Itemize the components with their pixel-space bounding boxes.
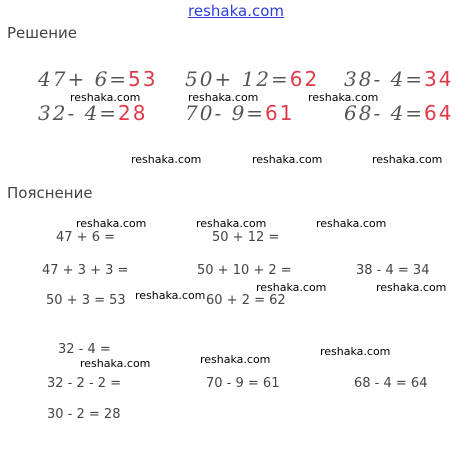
solution-answer: 62 <box>289 67 320 91</box>
explanation-line: 47 + 3 + 3 = <box>42 263 129 278</box>
explanation-line: 50 + 3 = 53 <box>46 293 126 308</box>
watermark: reshaka.com <box>196 217 267 230</box>
solution-answer: 53 <box>128 67 158 91</box>
solution-item <box>38 67 158 91</box>
solution-expression: 47+ 6= <box>38 67 129 91</box>
site-header <box>0 2 472 21</box>
watermark: reshaka.com <box>308 91 379 104</box>
explanation-line: 60 + 2 = 62 <box>206 293 286 308</box>
explanation-line: 50 + 10 + 2 = <box>197 263 292 278</box>
watermark: reshaka.com <box>256 281 327 294</box>
explanation-title: Пояснение <box>7 184 93 202</box>
watermark: reshaka.com <box>70 91 141 104</box>
solution-answer: 28 <box>118 101 148 125</box>
solution-answer: 61 <box>265 101 295 125</box>
solution-expression: 50+ 12= <box>185 67 290 91</box>
solution-expression: 38- 4= <box>344 67 425 91</box>
solution-item <box>38 101 148 125</box>
watermark: reshaka.com <box>372 153 443 166</box>
watermark: reshaka.com <box>188 91 259 104</box>
explanation-line: 30 - 2 = 28 <box>47 407 121 422</box>
site-link[interactable]: reshaka.com <box>188 2 284 20</box>
solution-item <box>344 101 454 125</box>
watermark: reshaka.com <box>320 345 391 358</box>
explanation-line: 38 - 4 = 34 <box>356 263 430 278</box>
solution-expression: 68- 4= <box>344 101 425 125</box>
explanation-line: 70 - 9 = 61 <box>206 376 280 391</box>
watermark: reshaka.com <box>80 357 151 370</box>
watermark: reshaka.com <box>135 289 206 302</box>
watermark: reshaka.com <box>131 153 202 166</box>
watermark: reshaka.com <box>316 217 387 230</box>
solution-answer: 64 <box>424 101 454 125</box>
watermark: reshaka.com <box>200 353 271 366</box>
solution-item <box>344 67 454 91</box>
explanation-line: 68 - 4 = 64 <box>354 376 428 391</box>
watermark: reshaka.com <box>76 217 147 230</box>
solution-item <box>185 67 319 91</box>
watermark: reshaka.com <box>252 153 323 166</box>
explanation-line: 32 - 2 - 2 = <box>47 376 122 391</box>
solution-title: Решение <box>7 24 78 42</box>
explanation-line: 47 + 6 = <box>56 230 115 245</box>
solution-answer: 34 <box>424 67 454 91</box>
solution-expression: 32- 4= <box>38 101 119 125</box>
solution-item <box>185 101 295 125</box>
explanation-line: 32 - 4 = <box>58 342 111 357</box>
watermark: reshaka.com <box>376 281 447 294</box>
explanation-line: 50 + 12 = <box>212 230 280 245</box>
solution-expression: 70- 9= <box>185 101 266 125</box>
